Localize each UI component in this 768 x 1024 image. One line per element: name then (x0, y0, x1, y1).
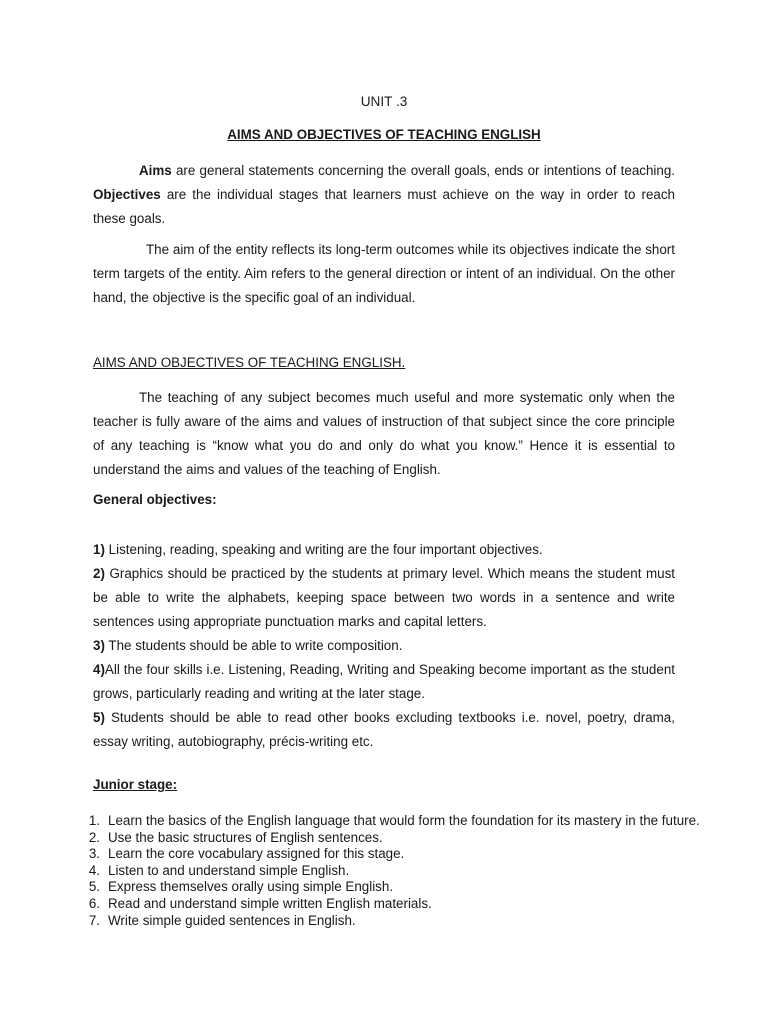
list-item (80, 846, 700, 863)
list-item (80, 879, 700, 896)
unit-title: UNIT .3 (360, 94, 408, 109)
objective-item (93, 538, 675, 562)
list-item (80, 830, 700, 847)
list-number: 7. (88, 912, 100, 928)
objective-number: 1) (93, 542, 105, 557)
teaching-paragraph (93, 386, 675, 482)
section-heading: AIMS AND OBJECTIVES OF TEACHING ENGLISH. (93, 355, 406, 370)
list-text: Use the basic structures of English sentences. (108, 829, 383, 845)
objective-item (93, 658, 675, 706)
objective-number: 4) (93, 662, 105, 677)
main-heading: AIMS AND OBJECTIVES OF TEACHING ENGLISH (227, 127, 541, 142)
list-text: Express themselves orally using simple English. (108, 879, 394, 895)
junior-stage-heading: Junior stage: (93, 777, 178, 792)
objective-text: All the four skills i.e. Listening, Reading, Writing and Speaking become important as the student grows, particularly reading and writing at the later stage. (93, 662, 675, 701)
intro-paragraph (93, 159, 675, 231)
objective-text: Graphics should be practiced by the students at primary level. Which means the student must be able to write the alphabets, keeping space between two words in a sentence and write sentences using appropriate punctuation marks and capital letters. (93, 566, 675, 629)
objective-number: 5) (93, 710, 105, 725)
objectives-definition: are the individual stages that learners must achieve on the way in order to reach these goals. (93, 187, 675, 226)
general-objectives-list (93, 538, 675, 754)
list-item (80, 863, 700, 880)
list-text: Listen to and understand simple English. (108, 862, 350, 878)
objective-item (93, 706, 675, 754)
objective-item (93, 634, 675, 658)
list-number: 1. (88, 813, 100, 828)
list-number: 3. (88, 846, 100, 862)
aims-definition: are general statements concerning the overall goals, ends or intentions of teaching. (171, 163, 675, 178)
list-number: 5. (88, 879, 100, 895)
objective-number: 3) (93, 638, 105, 653)
junior-stage-list (80, 813, 700, 929)
list-item (80, 913, 700, 930)
objective-text: Listening, reading, speaking and writing are the four important objectives. (108, 542, 543, 557)
list-text: Write simple guided sentences in English. (108, 912, 356, 928)
objectives-term: Objectives (93, 187, 161, 202)
list-number: 6. (88, 895, 100, 911)
list-text: Learn the basics of the English language that would form the foundation for its mastery in the future. (108, 813, 700, 828)
objective-item (93, 562, 675, 634)
list-text: Read and understand simple written English materials. (108, 895, 432, 911)
list-item (80, 896, 700, 913)
comparison-paragraph (93, 238, 675, 310)
aims-term: Aims (139, 163, 172, 178)
list-number: 2. (88, 829, 100, 845)
objective-number: 2) (93, 566, 105, 581)
list-number: 4. (88, 862, 100, 878)
general-objectives-heading: General objectives: (93, 492, 217, 507)
list-text: Learn the core vocabulary assigned for this stage. (108, 846, 405, 862)
objective-text: Students should be able to read other books excluding textbooks i.e. novel, poetry, drama, essay writing, autobiography, précis-writing etc. (93, 710, 675, 749)
list-item (80, 813, 700, 830)
comparison-text: The aim of the entity reflects its long-term outcomes while its objectives indicate the short term targets of the entity. Aim refers to the general direction or intent of an individual. On the other hand, the objective is the specific goal of an individual. (93, 242, 675, 305)
objective-text: The students should be able to write composition. (108, 638, 403, 653)
teaching-text: The teaching of any subject becomes much useful and more systematic only when the teacher is fully aware of the aims and values of instruction of that subject since the core principle of any teaching is “know what you do and only do what you know.” Hence it is essential to understand the aims and values of the teaching of English. (93, 390, 675, 477)
